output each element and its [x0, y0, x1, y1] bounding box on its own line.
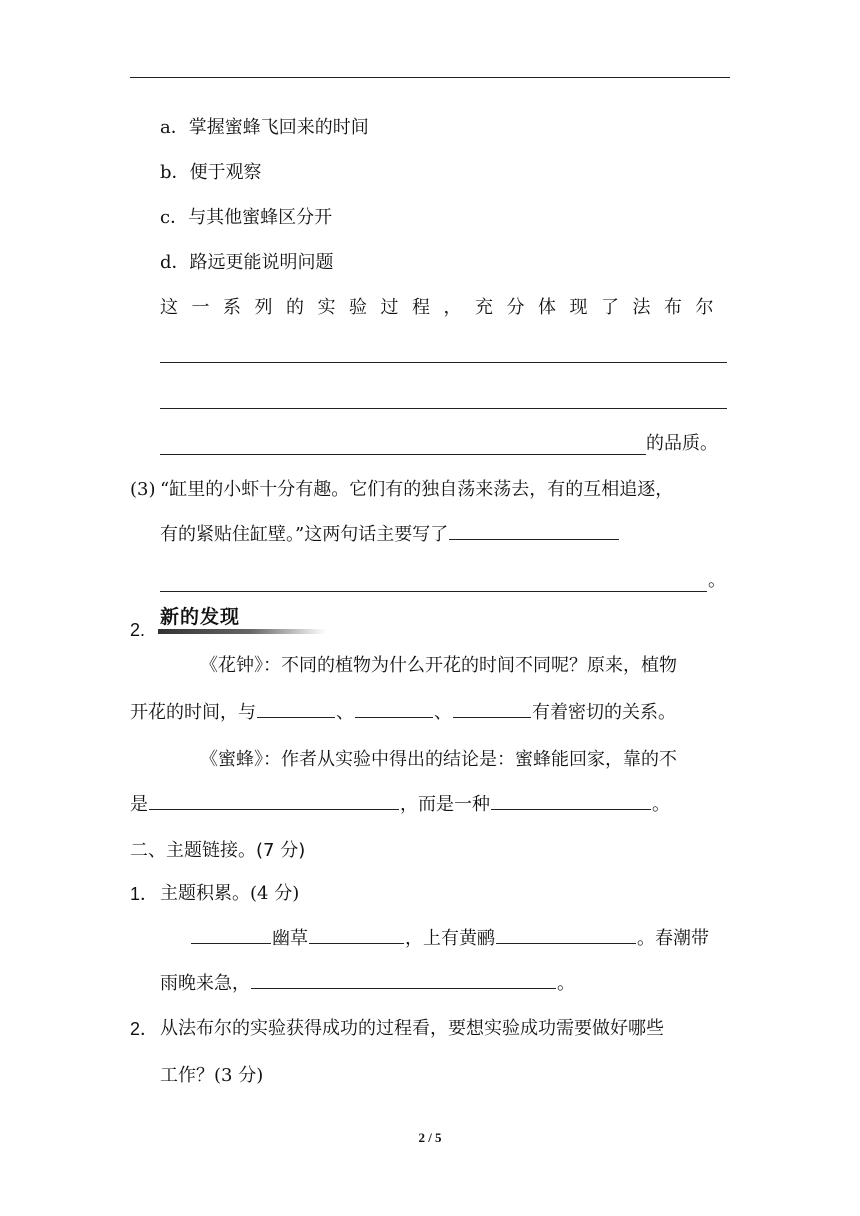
flower-clock-line1: 《花钟》：不同的植物为什么开花的时间不同呢？原来，植物 [200, 655, 677, 676]
poem-d: 雨晚来急， [160, 973, 250, 994]
answer-blank[interactable] [149, 791, 399, 810]
flower-clock-line2 [130, 699, 676, 727]
q3-line1: “缸里的小虾十分有趣。它们有的独自荡来荡去，有的互相追逐， [160, 479, 674, 500]
answer-blank[interactable] [355, 699, 433, 718]
answer-blank[interactable] [251, 970, 556, 989]
answer-blank-line[interactable] [160, 408, 727, 409]
summary-lead: 这一系列的实验过程，充分体现了法布尔 [160, 297, 727, 318]
q3-line2-text: 有的紧贴住缸壁。”这两句话主要写了 [160, 524, 449, 545]
answer-blank-line[interactable] [160, 454, 646, 455]
section-title: 新的发现 [160, 606, 241, 628]
poem-a: 幽草 [272, 928, 308, 949]
section-number: 2. [130, 620, 146, 640]
separator: 、 [336, 702, 354, 723]
poem-line1 [190, 925, 709, 953]
answer-blank-line[interactable] [160, 362, 727, 363]
poem-end: 。 [557, 973, 575, 994]
item2-line1: 从法布尔的实验获得成功的过程看，要想实验成功需要做好哪些 [160, 1018, 664, 1039]
bee-line1: 《蜜蜂》：作者从实验中得出的结论是：蜜蜂能回家，靠的不 [200, 749, 677, 770]
option-b: b．便于观察 [160, 162, 262, 183]
answer-blank[interactable] [491, 791, 651, 810]
poem-b: ，上有黄鹂 [405, 928, 495, 949]
section-title-bar [158, 629, 326, 634]
bee-line2-end: 。 [652, 794, 670, 815]
flower-clock-line2-a: 开花的时间，与 [130, 702, 256, 723]
page-number: 2 / 5 [418, 1130, 442, 1145]
summary-tail: 的品质。 [646, 433, 718, 454]
part2-heading: 二、主题链接。(7 分) [130, 840, 306, 861]
bee-line2-b: ，而是一种 [400, 794, 490, 815]
answer-blank[interactable] [496, 925, 636, 944]
option-d: d．路远更能说明问题 [160, 252, 334, 273]
separator: 、 [434, 702, 452, 723]
answer-blank[interactable] [257, 699, 335, 718]
bee-line2 [130, 791, 670, 819]
flower-clock-line2-b: 有着密切的关系。 [532, 702, 676, 723]
q3-number: (3) [130, 479, 156, 500]
q3-line2 [160, 521, 620, 549]
item1-text: 主题积累。(4 分) [160, 883, 300, 904]
item1-number: 1． [130, 884, 159, 904]
answer-blank[interactable] [309, 925, 404, 944]
header-rule [130, 77, 730, 78]
answer-blank[interactable] [191, 925, 271, 944]
bee-line2-a: 是 [130, 794, 148, 815]
answer-blank[interactable] [453, 699, 531, 718]
poem-line2 [160, 970, 575, 998]
option-c: c．与其他蜜蜂区分开 [160, 207, 333, 228]
q3-end: 。 [708, 570, 726, 591]
item2-line2: 工作？(3 分) [160, 1065, 264, 1086]
answer-blank-line[interactable] [160, 591, 707, 592]
option-a: a．掌握蜜蜂飞回来的时间 [160, 117, 369, 138]
poem-c: 。春潮带 [637, 928, 709, 949]
answer-blank[interactable] [449, 521, 619, 540]
item2-number: 2． [130, 1019, 159, 1039]
question-number [130, 476, 156, 504]
